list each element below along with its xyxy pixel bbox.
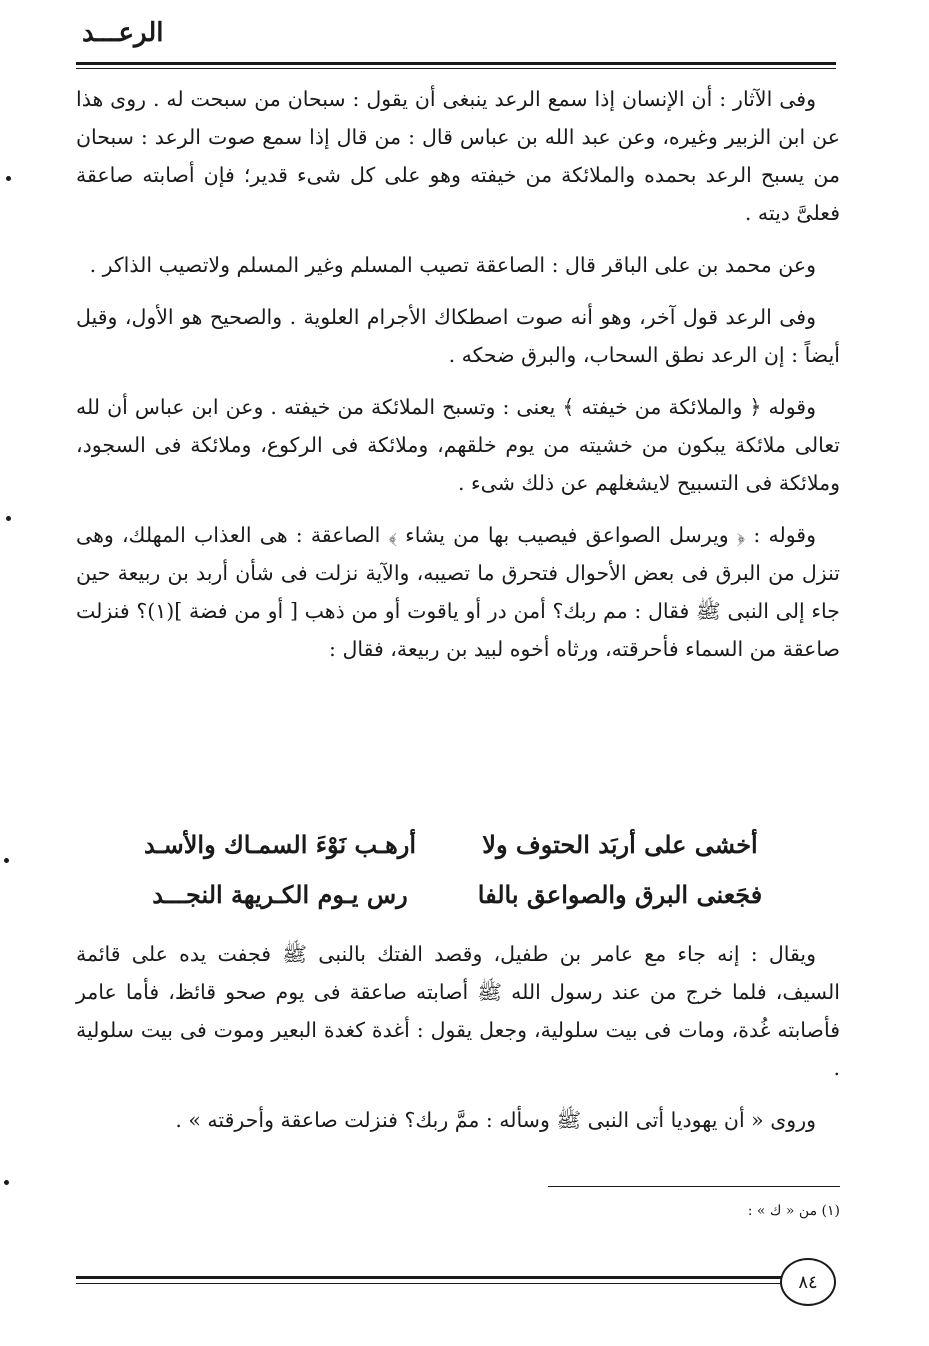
- margin-mark: [6, 176, 11, 181]
- footer-rule: [76, 1276, 782, 1279]
- paragraph: وروى « أن يهوديا أتى النبى ﷺ وسأله : ممَّ ربك؟ فنزلت صاعقة وأحرقته » .: [175, 1108, 816, 1132]
- poem-hemistich: أرهـب نَوْءَ السمـاك والأسـد: [143, 830, 416, 859]
- paragraph: وفى الرعد قول آخر، وهو أنه صوت اصطكاك الأجرام العلوية . والصحيح هو الأول، وقيل أيضاً : إن الرعد نطق السحاب، والبرق ضحكه .: [76, 305, 840, 367]
- footnote: (١) من « ك » :: [747, 1203, 840, 1219]
- header-rule-thin: [76, 68, 836, 69]
- running-title: الرعـــد: [82, 18, 164, 48]
- poem-verse: [130, 820, 770, 870]
- poem: [130, 820, 770, 920]
- main-text-continued: [76, 935, 840, 1153]
- header-rule: [76, 62, 836, 65]
- poem-verse: [130, 870, 770, 920]
- paragraph: ويقال : إنه جاء مع عامر بن طفيل، وقصد الفتك بالنبى ﷺ فجفت يده على قائمة السيف، فلما خرج من عند رسول الله ﷺ أصابته صاعقة فى يوم صحو قائظ، فأما عامر فأصابته غُدة، ومات فى بيت سلولية، وجعل يقول : أغدة كغدة البعير وموت فى بيت سلولية .: [76, 942, 840, 1080]
- margin-mark: [6, 516, 11, 521]
- footer-rule-thin: [76, 1283, 782, 1284]
- margin-mark: [4, 1180, 9, 1185]
- main-text: [76, 80, 840, 682]
- margin-mark: [4, 858, 9, 863]
- footnote-rule: [548, 1186, 840, 1187]
- paragraph: وعن محمد بن على الباقر قال : الصاعقة تصيب المسلم وغير المسلم ولاتصيب الذاكر .: [89, 253, 816, 277]
- page-number: ٨٤: [780, 1258, 836, 1306]
- poem-hemistich: أخشى على أربَد الحتوف ولا: [482, 830, 758, 859]
- paragraph: وفى الآثار : أن الإنسان إذا سمع الرعد ينبغى أن يقول : سبحان من سبحت له . روى هذا عن ابن الزبير وغيره، وعن عبد الله بن عباس قال : من قال إذا سمع صوت الرعد : سبحان من يسبح الرعد بحمده والملائكة من خيفته وهو على كل شىء قدير؛ فإن أصابته صاعقة فعلىَّ ديته .: [76, 87, 840, 225]
- poem-hemistich: فجَعنى البرق والصواعق بالفا: [477, 880, 763, 909]
- paragraph: وقوله ﴿ والملائكة من خيفته ﴾ يعنى : وتسبح الملائكة من خيفته . وعن ابن عباس أن لله تعالى ملائكة يبكون من خشيته من يوم خلقهم، وملائكة فى الركوع، وملائكة فى السجود، وملائكة فى التسبيح لايشغلهم عن ذلك شىء .: [76, 395, 840, 495]
- poem-hemistich: رس يـوم الكـريهة النجـــد: [152, 880, 408, 909]
- paragraph: وقوله : ﴿ ويرسل الصواعق فيصيب بها من يشاء ﴾ الصاعقة : هى العذاب المهلك، وهى تنزل من البرق فى بعض الأحوال فتحرق ما تصيبه، والآية نزلت فى شأن أربد بن ربيعة حين جاء إلى النبى ﷺ فقال : مم ربك؟ أمن در أو ياقوت أو من ذهب [ أو من فضة ](١)؟ فنزلت صاعقة من السماء فأحرقته، ورثاه أخوه لبيد بن ربيعة، فقال :: [76, 523, 840, 661]
